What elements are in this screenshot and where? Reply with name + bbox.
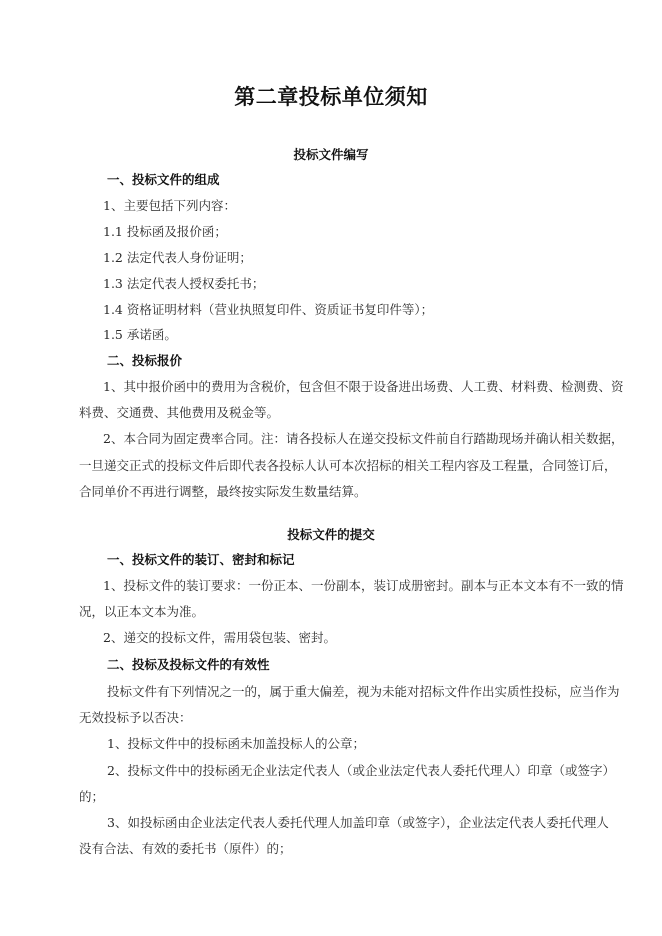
composition-item-1-4: 1.4 资格证明材料（营业执照复印件、资质证书复印件等）；: [103, 302, 434, 317]
composition-item-1-2: 1.2 法定代表人身份证明；: [103, 250, 252, 265]
price-paragraph-2-line-3: 合同单价不再进行调整，最终按实际发生数量结算。: [79, 484, 367, 499]
heading-bid-price: 二、投标报价: [107, 353, 183, 368]
price-paragraph-1-line-2: 料费、交通费、其他费用及税金等。: [79, 405, 280, 420]
section-title-bid-submission: 投标文件的提交: [287, 527, 375, 542]
composition-intro: 1、主要包括下列内容：: [103, 198, 236, 213]
binding-paragraph-1-line-1: 1、投标文件的装订要求：一份正本、一份副本，装订成册密封。副本与正本文本有不一致的情: [103, 578, 624, 593]
validity-item-2-line-1: 2、投标文件中的投标函无企业法定代表人（或企业法定代表人委托代理人）印章（或签字）: [107, 763, 615, 778]
validity-item-3-line-2: 没有合法、有效的委托书（原件）的；: [79, 841, 292, 856]
composition-item-1-5: 1.5 承诺函。: [103, 327, 177, 342]
chapter-title: 第二章投标单位须知: [234, 85, 428, 109]
validity-item-2-line-2: 的；: [79, 789, 105, 804]
price-paragraph-1-line-1: 1、其中报价函中的费用为含税价，包含但不限于设备进出场费、人工费、材料费、检测费、资: [103, 379, 624, 394]
price-paragraph-2-line-1: 2、本合同为固定费率合同。注：请各投标人在递交投标文件前自行踏勘现场并确认相关数据，: [103, 431, 624, 446]
heading-bid-validity: 二、投标及投标文件的有效性: [107, 657, 270, 672]
price-paragraph-2-line-2: 一旦递交正式的投标文件后即代表各投标人认可本次招标的相关工程内容及工程量，合同签订后，: [79, 458, 617, 473]
validity-item-3-line-1: 3、如投标函由企业法定代表人委托代理人加盖印章（或签字），企业法定代表人委托代理人: [107, 815, 609, 830]
composition-item-1-3: 1.3 法定代表人授权委托书；: [103, 276, 265, 291]
validity-intro-line-1: 投标文件有下列情况之一的，属于重大偏差，视为未能对招标文件作出实质性投标，应当作为: [107, 684, 620, 699]
binding-paragraph-2-line-1: 2、递交的投标文件，需用袋包装、密封。: [103, 630, 336, 645]
composition-item-1-1: 1.1 投标函及报价函；: [103, 224, 227, 239]
heading-binding-sealing: 一、投标文件的装订、密封和标记: [107, 552, 295, 567]
validity-intro-line-2: 无效投标予以否决：: [79, 710, 192, 725]
heading-bid-composition: 一、投标文件的组成: [107, 172, 220, 187]
validity-item-1: 1、投标文件中的投标函未加盖投标人的公章；: [107, 736, 365, 751]
binding-paragraph-1-line-2: 况，以正本文本为准。: [79, 604, 205, 619]
section-title-bid-preparation: 投标文件编写: [293, 147, 369, 162]
